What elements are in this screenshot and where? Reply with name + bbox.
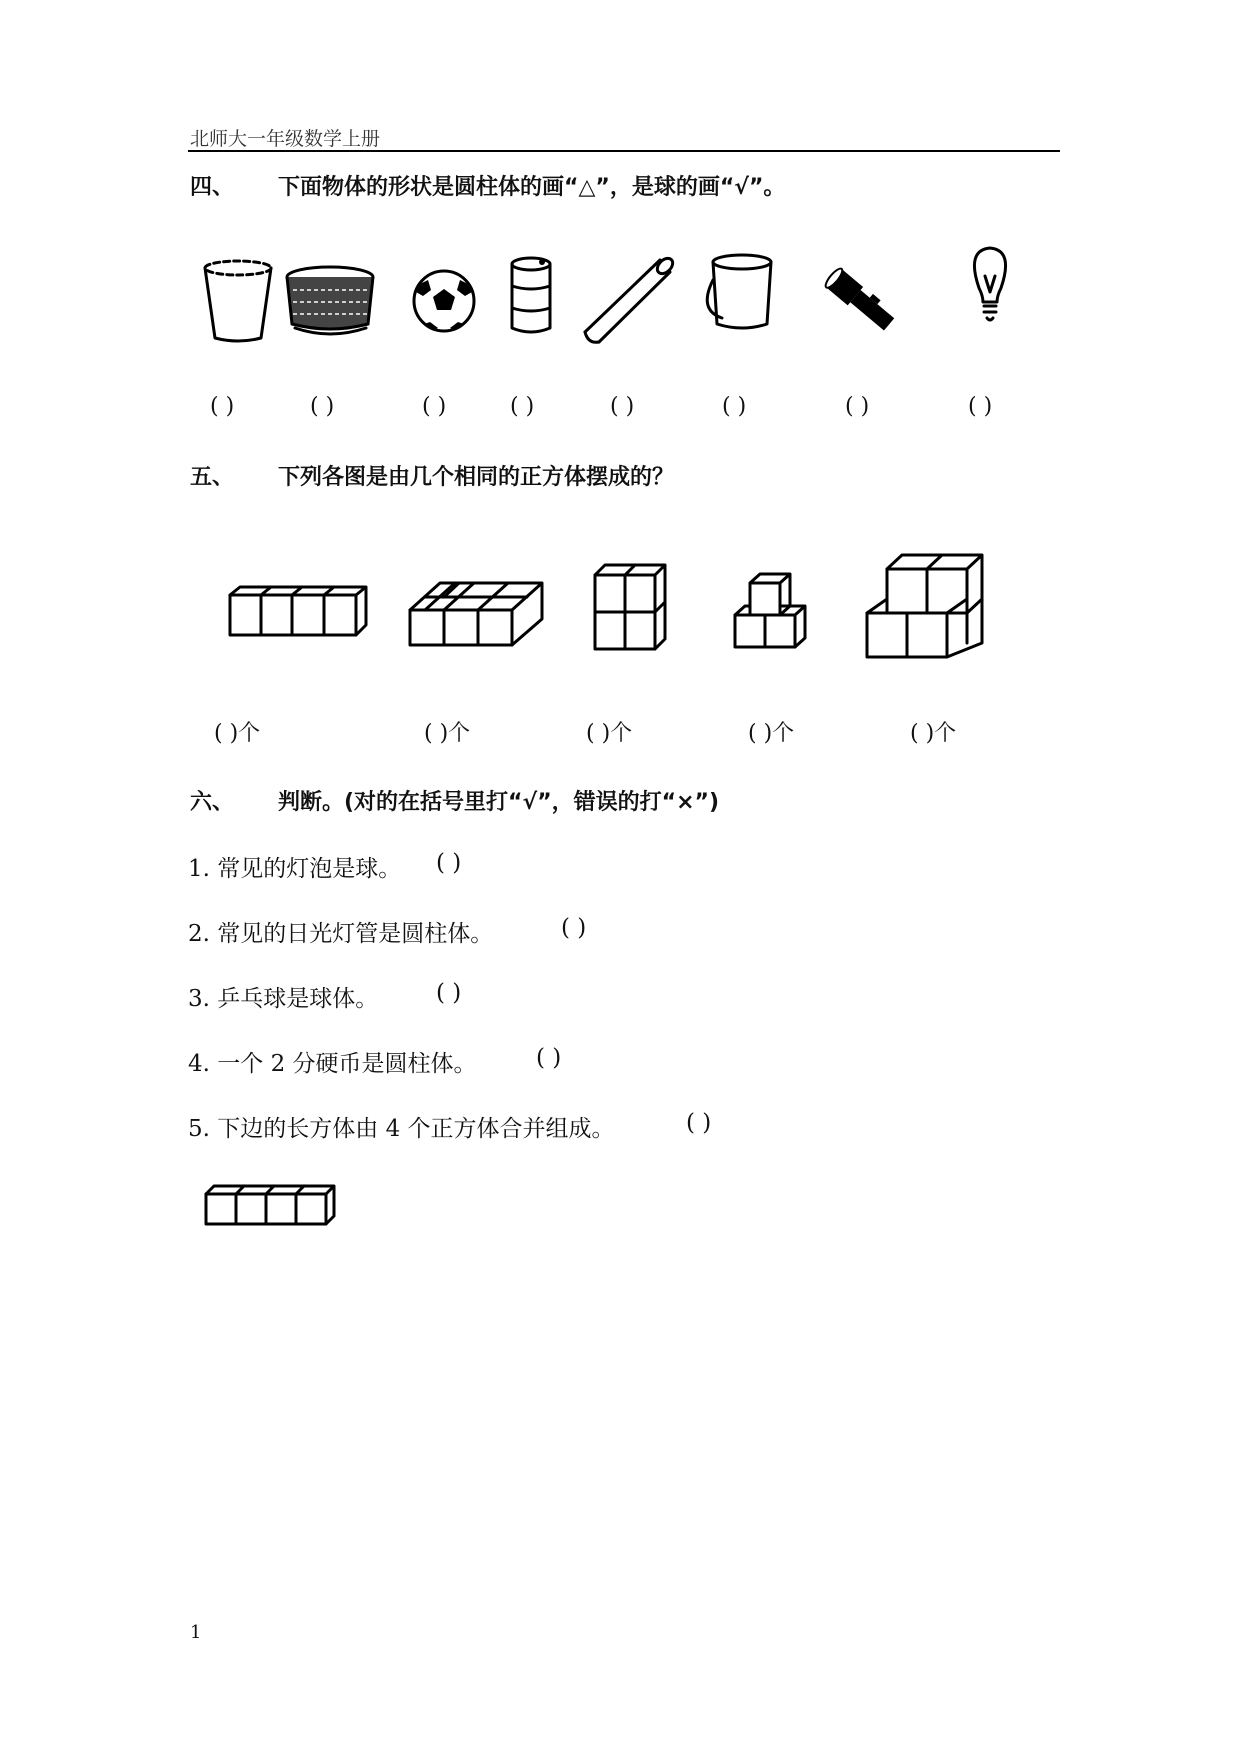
- answer-blank-6[interactable]: ( ): [722, 394, 747, 419]
- cube-stair-figure: [867, 555, 982, 657]
- judgment-blank-5[interactable]: ( ): [686, 1110, 712, 1136]
- page-number: 1: [190, 1622, 202, 1643]
- light-bulb-icon: [974, 248, 1005, 320]
- cube-l-figure: [735, 574, 805, 647]
- cube-row-figure: [230, 587, 366, 635]
- judgment-item-5: [188, 1110, 1088, 1142]
- judgment-item-2: [188, 915, 1088, 947]
- cup-icon: [205, 261, 271, 341]
- soccer-ball-icon: [414, 271, 474, 331]
- count-answer-4[interactable]: [748, 716, 794, 747]
- bucket-icon: [707, 255, 771, 328]
- judgment-blank-4[interactable]: ( ): [536, 1045, 562, 1071]
- flashlight-icon: [823, 266, 897, 334]
- count-blank-3: ( ): [586, 721, 611, 746]
- header-divider: [188, 150, 1060, 152]
- answer-blank-2[interactable]: ( ): [310, 394, 335, 419]
- judgment-text-5: 5. 下边的长方体由 4 个正方体合并组成。: [188, 1116, 615, 1142]
- judgment-blank-2[interactable]: ( ): [561, 915, 587, 941]
- section-6-instruction: 判断。(对的在括号里打“√”，错误的打“×”): [278, 790, 720, 815]
- section-4-heading: [190, 170, 1090, 200]
- section-4-instruction: 下面物体的形状是圆柱体的画“△”，是球的画“√”。: [278, 175, 786, 200]
- section-4-number: 四、: [190, 175, 235, 200]
- judgment-item-4: [188, 1045, 1088, 1077]
- judgment-blank-1[interactable]: ( ): [436, 850, 462, 876]
- unit-label-4: 个: [772, 721, 795, 746]
- count-blank-4: ( ): [748, 721, 773, 746]
- section-4-objects: [190, 240, 1070, 350]
- judgment-blank-3[interactable]: ( ): [436, 980, 462, 1006]
- unit-label-2: 个: [448, 721, 471, 746]
- judgment-text-4: 4. 一个 2 分硬币是圆柱体。: [188, 1051, 477, 1077]
- answer-blank-3[interactable]: ( ): [422, 394, 447, 419]
- answer-blank-5[interactable]: ( ): [610, 394, 635, 419]
- tube-icon: [585, 255, 676, 342]
- section-5-instruction: 下列各图是由几个相同的正方体摆成的？: [278, 465, 675, 490]
- count-blank-1: ( ): [214, 721, 239, 746]
- section-6-heading: [190, 785, 1090, 815]
- cube-square-figure: [595, 565, 665, 649]
- unit-label-1: 个: [238, 721, 261, 746]
- count-answer-2[interactable]: [424, 716, 470, 747]
- can-icon: [512, 258, 550, 332]
- drum-icon: [287, 267, 373, 334]
- judgment-text-1: 1. 常见的灯泡是球。: [188, 856, 402, 882]
- section-6-number: 六、: [190, 790, 235, 815]
- judgment-text-2: 2. 常见的日光灯管是圆柱体。: [188, 921, 494, 947]
- judgment-item-1: [188, 850, 1088, 882]
- count-blank-5: ( ): [910, 721, 935, 746]
- cube-slab-figure: [410, 583, 542, 645]
- judgment-item-3: [188, 980, 1088, 1012]
- judgment-text-3: 3. 乒乓球是球体。: [188, 986, 379, 1012]
- section-5-figures: [190, 525, 1030, 675]
- answer-blank-1[interactable]: ( ): [210, 394, 235, 419]
- count-answer-5[interactable]: [910, 716, 956, 747]
- answer-blank-7[interactable]: ( ): [845, 394, 870, 419]
- page-header: 北师大一年级数学上册: [190, 128, 381, 150]
- unit-label-5: 个: [934, 721, 957, 746]
- small-cube-row-figure: [200, 1178, 350, 1238]
- section-5-number: 五、: [190, 465, 235, 490]
- count-blank-2: ( ): [424, 721, 449, 746]
- unit-label-3: 个: [610, 721, 633, 746]
- count-answer-1[interactable]: [214, 716, 260, 747]
- section-5-heading: [190, 460, 1090, 490]
- answer-blank-8[interactable]: ( ): [968, 394, 993, 419]
- answer-blank-4[interactable]: ( ): [510, 394, 535, 419]
- count-answer-3[interactable]: [586, 716, 632, 747]
